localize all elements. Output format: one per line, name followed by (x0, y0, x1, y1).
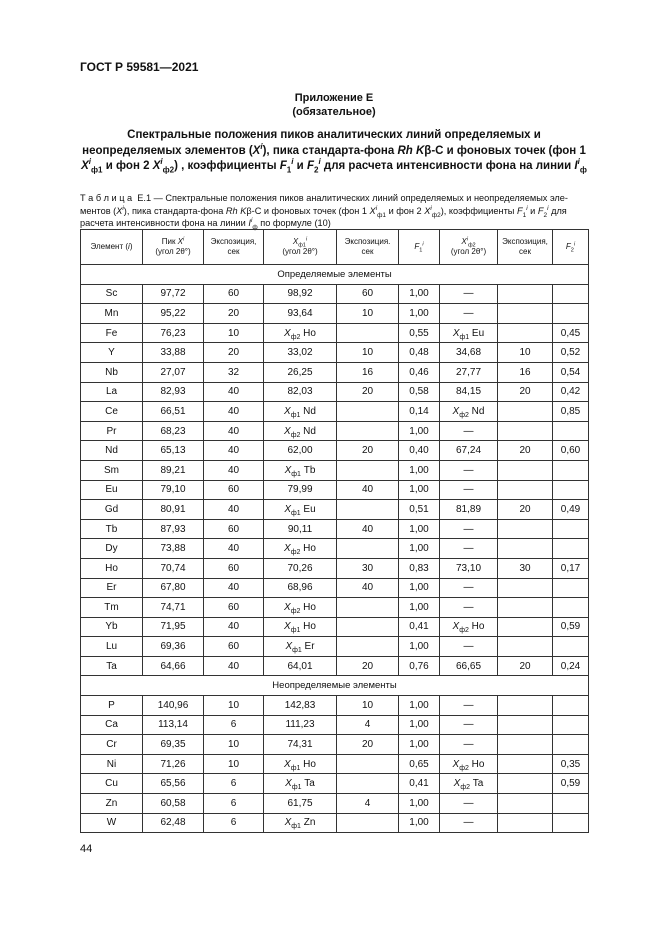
table-cell: 1,00 (399, 735, 440, 755)
table-cell: Zn (81, 794, 143, 814)
table-cell: 69,36 (143, 637, 204, 657)
table-cell: 0,41 (399, 617, 440, 637)
appendix-status: (обязательное) (292, 106, 376, 118)
table-cell: Yb (81, 617, 143, 637)
table-cell: Mn (81, 304, 143, 324)
table-cell (337, 500, 399, 520)
table-cell (553, 598, 589, 618)
table-cell: 60 (204, 519, 264, 539)
table-cell: 64,66 (143, 656, 204, 676)
table-cell: Ca (81, 715, 143, 735)
table-cell (553, 637, 589, 657)
table-cell (337, 402, 399, 422)
table-cell (337, 539, 399, 559)
table-cell: Eu (81, 480, 143, 500)
table-row (81, 402, 589, 422)
table-cell: 0,59 (553, 617, 589, 637)
table-cell (498, 421, 553, 441)
table-cell: 40 (337, 578, 399, 598)
table-cell: Tm (81, 598, 143, 618)
table-cell: Y (81, 343, 143, 363)
table-cell: 40 (204, 656, 264, 676)
table-cell (498, 519, 553, 539)
table-cell (498, 813, 553, 833)
table-cell: 6 (204, 813, 264, 833)
table-cell: $X_{ф2}$ Ho (440, 617, 498, 637)
table-cell (498, 284, 553, 304)
table-cell: 20 (204, 343, 264, 363)
table-cell: 0,83 (399, 558, 440, 578)
table-cell: Dy (81, 539, 143, 559)
table-cell: — (440, 304, 498, 324)
table-header (81, 230, 589, 265)
table-cell: 60 (204, 284, 264, 304)
table-cell (553, 480, 589, 500)
column-header: $F_2^i$ (553, 230, 589, 265)
table-cell: 40 (337, 519, 399, 539)
table-row (81, 637, 589, 657)
table-cell (337, 460, 399, 480)
table-cell (553, 813, 589, 833)
table-cell: $X_{ф2}$ Ho (264, 323, 337, 343)
table-cell (498, 754, 553, 774)
table-cell: — (440, 637, 498, 657)
table-cell: La (81, 382, 143, 402)
table-cell: W (81, 813, 143, 833)
table-cell: 90,11 (264, 519, 337, 539)
table-cell: 20 (204, 304, 264, 324)
table-cell: 0,59 (553, 774, 589, 794)
table-cell: $X_{ф1}$ Ta (264, 774, 337, 794)
table-cell: — (440, 519, 498, 539)
table-cell: 0,42 (553, 382, 589, 402)
table-cell: Lu (81, 637, 143, 657)
table-cell: $X_{ф1}$ Zn (264, 813, 337, 833)
table-cell: 62,48 (143, 813, 204, 833)
table-cell: 4 (337, 715, 399, 735)
table-cell: Cr (81, 735, 143, 755)
table-cell: 16 (498, 362, 553, 382)
column-header: Экспозиция, сек (498, 230, 553, 265)
table-cell: 40 (204, 500, 264, 520)
table-cell: 74,31 (264, 735, 337, 755)
table-cell: — (440, 421, 498, 441)
table-cell: 79,10 (143, 480, 204, 500)
table-cell: — (440, 460, 498, 480)
table-cell: 10 (337, 304, 399, 324)
table-cell: 1,00 (399, 460, 440, 480)
table-cell: 20 (337, 735, 399, 755)
table-cell: 30 (337, 558, 399, 578)
table-cell: 67,80 (143, 578, 204, 598)
table-cell: 0,24 (553, 656, 589, 676)
table-cell: 0,14 (399, 402, 440, 422)
table-cell: $X_{ф2}$ Ho (264, 598, 337, 618)
table-row (81, 578, 589, 598)
table-cell: 40 (204, 441, 264, 461)
table-cell: 0,35 (553, 754, 589, 774)
table-cell: 1,00 (399, 304, 440, 324)
table-cell: — (440, 813, 498, 833)
table-cell: 10 (337, 343, 399, 363)
table-cell: 40 (204, 382, 264, 402)
table-cell: Ce (81, 402, 143, 422)
table-cell: 60 (204, 480, 264, 500)
table-cell: 60 (204, 637, 264, 657)
table-row (81, 735, 589, 755)
table-cell: 65,56 (143, 774, 204, 794)
table-cell: 27,07 (143, 362, 204, 382)
table-cell: 111,23 (264, 715, 337, 735)
table-cell: 0,40 (399, 441, 440, 461)
table-cell: 142,83 (264, 696, 337, 716)
table-cell: 60 (337, 284, 399, 304)
table-cell: 0,51 (399, 500, 440, 520)
table-row (81, 284, 589, 304)
table-cell: 71,95 (143, 617, 204, 637)
table-cell: 16 (337, 362, 399, 382)
table-cell (337, 617, 399, 637)
table-cell: Ta (81, 656, 143, 676)
table-cell (498, 402, 553, 422)
table-cell: $X_{ф2}$ Ta (440, 774, 498, 794)
table-cell: 40 (204, 617, 264, 637)
table-body (81, 265, 589, 833)
table-cell: Sc (81, 284, 143, 304)
table-cell (498, 480, 553, 500)
table-cell: 60,58 (143, 794, 204, 814)
table-cell (553, 794, 589, 814)
table-cell: 20 (337, 441, 399, 461)
table-cell: 27,77 (440, 362, 498, 382)
table-cell: $X_{ф1}$ Eu (440, 323, 498, 343)
table-cell: Nb (81, 362, 143, 382)
table-cell: $X_{ф1}$ Tb (264, 460, 337, 480)
table-cell (498, 578, 553, 598)
table-cell: 40 (204, 421, 264, 441)
table-cell: 98,92 (264, 284, 337, 304)
table-row (81, 304, 589, 324)
page-number: 44 (80, 843, 93, 855)
table-cell: 67,24 (440, 441, 498, 461)
table-row (81, 382, 589, 402)
table-cell: 93,64 (264, 304, 337, 324)
table-cell: 81,89 (440, 500, 498, 520)
table-cell: 10 (204, 754, 264, 774)
table-row (81, 558, 589, 578)
table-cell: $X_{ф1}$ Ho (264, 754, 337, 774)
table-cell: 20 (498, 500, 553, 520)
table-cell: 40 (337, 480, 399, 500)
table-cell: 60 (204, 558, 264, 578)
table-cell: 62,00 (264, 441, 337, 461)
table-cell: 73,88 (143, 539, 204, 559)
table-cell: 40 (204, 539, 264, 559)
table-cell: 61,75 (264, 794, 337, 814)
table-cell: 1,00 (399, 637, 440, 657)
column-header: $X^i_{ф2}$ (угол 2θ°) (440, 230, 498, 265)
table-cell: $X_{ф2}$ Ho (264, 539, 337, 559)
table-cell: 1,00 (399, 519, 440, 539)
table-cell: 64,01 (264, 656, 337, 676)
table-cell (337, 774, 399, 794)
table-cell: — (440, 696, 498, 716)
table-cell: 60 (204, 598, 264, 618)
table-cell (498, 715, 553, 735)
table-cell: 70,74 (143, 558, 204, 578)
table-cell: 0,76 (399, 656, 440, 676)
table-cell: 0,46 (399, 362, 440, 382)
table-cell (337, 598, 399, 618)
table-cell: 10 (498, 343, 553, 363)
table-cell (553, 696, 589, 716)
table-row (81, 656, 589, 676)
table-cell (498, 323, 553, 343)
section-title: Неопределяемые элементы (81, 676, 589, 696)
table-cell: 1,00 (399, 421, 440, 441)
section-row (81, 676, 589, 696)
table-cell: $X_{ф1}$ Nd (264, 402, 337, 422)
table-cell: 1,00 (399, 578, 440, 598)
table-cell (553, 460, 589, 480)
table-cell: Fe (81, 323, 143, 343)
table-cell: — (440, 284, 498, 304)
table-caption: Т а б л и ц а Е.1 — Спектральные положения пиков аналитических линий определяемых и неопределяемых эле-ментов $(X^i)$, пика стандарта-фона Rh Kβ-С и фоновых точек (фон 1 $X^i_{ф1}$ и фон 2 $X^i_{ф2}$), коэффициенты $F_1^i$ и $F_2^i$ для расчета интенсивности фона на линии $I^i_ф$ по формуле (10) (80, 193, 568, 231)
table-row (81, 480, 589, 500)
column-header: Экспозиция. сек (337, 230, 399, 265)
table-cell: 0,17 (553, 558, 589, 578)
document-code: ГОСТ Р 59581—2021 (80, 60, 199, 74)
table-cell: 82,93 (143, 382, 204, 402)
table-cell (498, 304, 553, 324)
table-cell (553, 715, 589, 735)
table-cell: — (440, 480, 498, 500)
table-cell: 0,41 (399, 774, 440, 794)
table-cell: 80,91 (143, 500, 204, 520)
table-cell: 66,51 (143, 402, 204, 422)
table-cell (498, 460, 553, 480)
table-cell: 6 (204, 794, 264, 814)
table-cell: 1,00 (399, 813, 440, 833)
table-cell: Gd (81, 500, 143, 520)
table-cell (498, 637, 553, 657)
table-cell: 10 (204, 696, 264, 716)
table-cell: 1,00 (399, 715, 440, 735)
table-cell (553, 421, 589, 441)
table-cell: $X_{ф1}$ Eu (264, 500, 337, 520)
table-cell: $X_{ф2}$ Ho (440, 754, 498, 774)
table-row (81, 323, 589, 343)
table-cell: 0,54 (553, 362, 589, 382)
table-cell: $X_{ф1}$ Ho (264, 617, 337, 637)
table-row (81, 421, 589, 441)
table-cell: 69,35 (143, 735, 204, 755)
table-cell: 10 (204, 323, 264, 343)
table-cell: 0,49 (553, 500, 589, 520)
table-cell: 40 (204, 578, 264, 598)
table-cell: 73,10 (440, 558, 498, 578)
table-row (81, 539, 589, 559)
table-cell: 32 (204, 362, 264, 382)
table-row (81, 343, 589, 363)
table-row (81, 696, 589, 716)
table-cell (337, 813, 399, 833)
table-row (81, 774, 589, 794)
table-cell (498, 774, 553, 794)
table-cell: — (440, 598, 498, 618)
table-cell: 68,23 (143, 421, 204, 441)
table-cell: 1,00 (399, 794, 440, 814)
table-cell: 87,93 (143, 519, 204, 539)
table-cell (553, 519, 589, 539)
header-row (81, 230, 589, 265)
section-title: Определяемые элементы (81, 265, 589, 285)
table-cell: Ni (81, 754, 143, 774)
table-cell: — (440, 578, 498, 598)
table-cell: 1,00 (399, 598, 440, 618)
table-cell: 0,52 (553, 343, 589, 363)
table-cell: 1,00 (399, 480, 440, 500)
table-cell: 1,00 (399, 284, 440, 304)
table-row (81, 441, 589, 461)
table-cell (337, 421, 399, 441)
table-row (81, 813, 589, 833)
table-row (81, 715, 589, 735)
table-cell: 20 (498, 656, 553, 676)
column-header: Элемент (i) (81, 230, 143, 265)
table-cell (498, 539, 553, 559)
table-cell: 89,21 (143, 460, 204, 480)
table-cell: 10 (204, 735, 264, 755)
table-cell: 82,03 (264, 382, 337, 402)
table-cell: 1,00 (399, 696, 440, 716)
table-cell (553, 284, 589, 304)
column-header: $F_1^i$ (399, 230, 440, 265)
table-cell: 34,68 (440, 343, 498, 363)
table-cell: Tb (81, 519, 143, 539)
table-cell: 95,22 (143, 304, 204, 324)
table-row (81, 598, 589, 618)
table-cell: — (440, 735, 498, 755)
table-row (81, 754, 589, 774)
appendix-label: Приложение Е (294, 92, 374, 104)
table-cell: 0,48 (399, 343, 440, 363)
table-cell: 71,26 (143, 754, 204, 774)
table-cell: Cu (81, 774, 143, 794)
table-cell: 30 (498, 558, 553, 578)
table-cell (498, 794, 553, 814)
table-cell: 6 (204, 774, 264, 794)
table-cell: 6 (204, 715, 264, 735)
table-cell: $X_{ф2}$ Nd (440, 402, 498, 422)
table-cell: 0,65 (399, 754, 440, 774)
table-row (81, 362, 589, 382)
table-cell (498, 735, 553, 755)
table-cell: 76,23 (143, 323, 204, 343)
section-row (81, 265, 589, 285)
column-header: Пик $X^i$ (угол 2θ°) (143, 230, 204, 265)
table-cell: Pr (81, 421, 143, 441)
column-header: Экспозиция, сек (204, 230, 264, 265)
table-cell: 4 (337, 794, 399, 814)
table-cell: — (440, 539, 498, 559)
table-cell (337, 323, 399, 343)
table-cell: 33,02 (264, 343, 337, 363)
table-cell: 65,13 (143, 441, 204, 461)
table-cell (337, 754, 399, 774)
table-cell: 66,65 (440, 656, 498, 676)
table-cell: 20 (498, 441, 553, 461)
table-cell: 113,14 (143, 715, 204, 735)
table-cell: 0,58 (399, 382, 440, 402)
table-row (81, 617, 589, 637)
table-cell: 70,26 (264, 558, 337, 578)
table-cell (553, 304, 589, 324)
table-cell (553, 539, 589, 559)
table-cell: 84,15 (440, 382, 498, 402)
table-cell: 10 (337, 696, 399, 716)
table-row (81, 519, 589, 539)
table-row (81, 794, 589, 814)
table-cell (498, 617, 553, 637)
appendix-title: Спектральные положения пиков аналитических линий определяемых и неопределяемых элементов $(X^i)$, пика стандарта-фона Rh Kβ-С и фоновых точек (фон 1 $X^i_{ф1}$ и фон 2 $X^i_{ф2}$) , коэффициенты $F_1^i$ и $F_2^i$ для расчета интенсивности фона на линии $I^i_ф$ (81, 129, 587, 175)
table-cell: 140,96 (143, 696, 204, 716)
table-cell: 20 (337, 382, 399, 402)
table-cell: — (440, 715, 498, 735)
table-cell: 0,55 (399, 323, 440, 343)
table-cell: 26,25 (264, 362, 337, 382)
table-cell: 74,71 (143, 598, 204, 618)
table-cell: 20 (498, 382, 553, 402)
table-cell (553, 735, 589, 755)
spectral-positions-table (80, 229, 589, 833)
table-cell: Sm (81, 460, 143, 480)
table-cell (498, 696, 553, 716)
table-cell: 68,96 (264, 578, 337, 598)
table-cell: 79,99 (264, 480, 337, 500)
table-cell: 20 (337, 656, 399, 676)
table-cell: $X_{ф2}$ Nd (264, 421, 337, 441)
table-cell: 0,60 (553, 441, 589, 461)
table-cell: 40 (204, 460, 264, 480)
table-cell: Ho (81, 558, 143, 578)
table-cell: 0,85 (553, 402, 589, 422)
table-cell: 40 (204, 402, 264, 422)
table-row (81, 500, 589, 520)
table-cell: — (440, 794, 498, 814)
table-cell: Nd (81, 441, 143, 461)
table-cell: Er (81, 578, 143, 598)
table-cell: 97,72 (143, 284, 204, 304)
table-cell: 1,00 (399, 539, 440, 559)
table-cell: $X_{ф1}$ Er (264, 637, 337, 657)
table-cell: P (81, 696, 143, 716)
table-cell: 0,45 (553, 323, 589, 343)
table-row (81, 460, 589, 480)
appendix-heading (80, 91, 588, 119)
table-cell (553, 578, 589, 598)
table-cell (337, 637, 399, 657)
table-cell (498, 598, 553, 618)
table-cell: 33,88 (143, 343, 204, 363)
column-header: $X_{ф1}^i$ (угол 2θ°) (264, 230, 337, 265)
